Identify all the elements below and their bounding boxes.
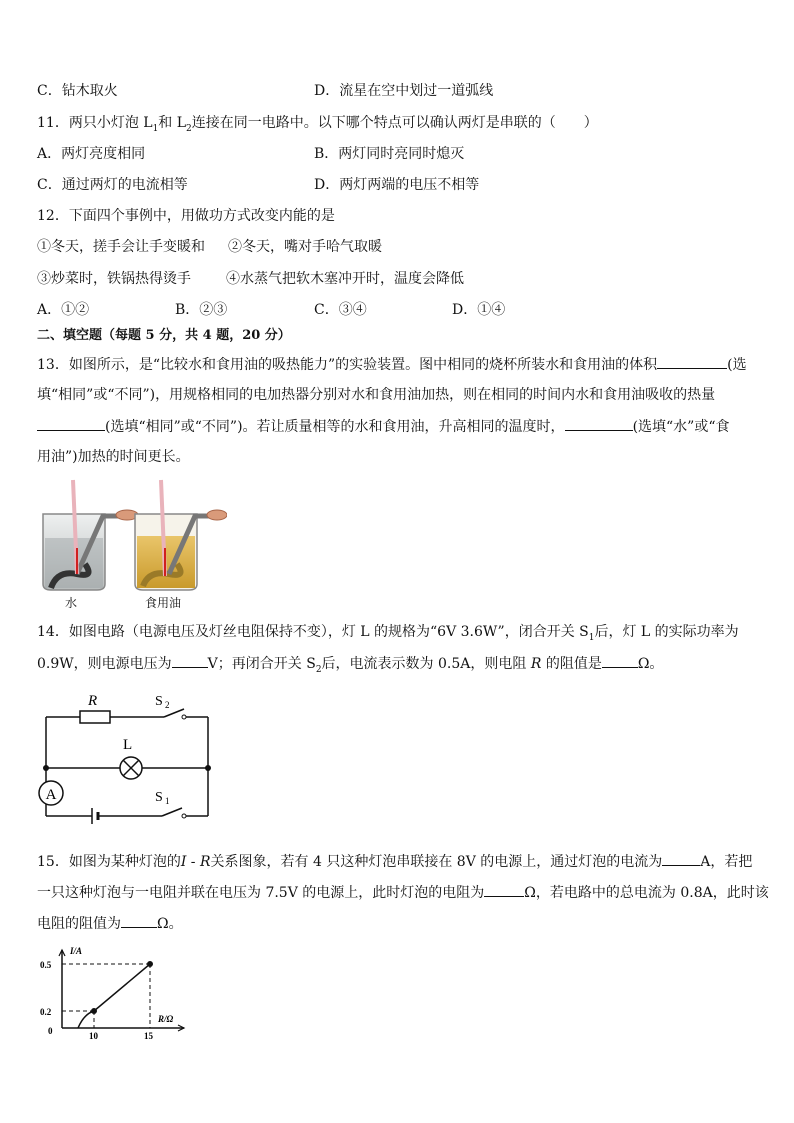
q12-item-2: ②冬天，嘴对手哈气取暖 <box>228 239 382 255</box>
tick-origin: 0 <box>48 1026 53 1036</box>
section-title: 二、填空题（每题 5 分，共 4 题，20 分） <box>37 328 291 343</box>
svg-text:2: 2 <box>165 700 170 710</box>
q13-blank-2[interactable] <box>37 416 105 431</box>
label-a: A <box>45 787 57 803</box>
q12-item-3: ③炒菜时，铁锅热得烫手 <box>37 271 191 287</box>
q12-option-c: C．③④ <box>314 302 367 318</box>
caption-water: 水 <box>65 596 78 610</box>
q13-line-3: (选填“相同”或“不同”)。若让质量相等的水和食用油，升高相同的温度时， (选填“水”或“食 <box>37 416 730 437</box>
resistor-r <box>80 711 110 723</box>
q13-blank-1[interactable] <box>657 354 727 369</box>
q13-line-1: 13．如图所示，是“比较水和食用油的吸热能力”的实验装置。图中相同的烧杯所装水和食用油的体积 (选 <box>37 354 747 375</box>
q11-option-d: D．两灯两端的电压不相等 <box>314 177 480 193</box>
q11-option-b: B．两灯同时亮同时熄灭 <box>314 146 465 162</box>
q10-option-c: C．钻木取火 <box>37 83 118 99</box>
q12-option-d: D．①④ <box>452 302 506 318</box>
point-15-0.5 <box>147 961 153 967</box>
tick-x-15: 15 <box>144 1031 153 1041</box>
svg-text:1: 1 <box>165 796 170 806</box>
ir-line <box>94 964 150 1011</box>
label-s1: S <box>155 790 163 805</box>
q13-blank-3[interactable] <box>565 416 633 431</box>
switch-s1 <box>162 808 182 816</box>
q14-blank-1[interactable] <box>172 653 208 668</box>
water-beaker <box>43 480 138 590</box>
q15-line-3: 电阻的阻值为 Ω。 <box>37 913 183 934</box>
ir-curve-low <box>78 1011 94 1028</box>
graph-y-label: I/A <box>70 946 83 956</box>
q10-option-d: D．流星在空中划过一道弧线 <box>314 83 494 99</box>
caption-oil: 食用油 <box>145 596 182 610</box>
label-s2: S <box>155 694 163 709</box>
graph-x-label: R/Ω <box>158 1014 174 1024</box>
q11-option-c: C．通过两灯的电流相等 <box>37 177 188 193</box>
q12-item-4: ④水蒸气把软木塞冲开时，温度会降低 <box>226 271 464 287</box>
circuit-diagram <box>34 686 224 831</box>
q12-option-b: B．②③ <box>175 302 228 318</box>
tick-y-0.5: 0.5 <box>40 960 52 970</box>
q11-option-a: A．两灯亮度相同 <box>37 146 146 162</box>
q13-line-2: 填“相同”或“不同”)，用规格相同的电加热器分别对水和食用油加热，则在相同的时间内水和食用油吸收的热量 <box>37 387 716 403</box>
q12-option-a: A．①② <box>37 302 90 318</box>
q12-item-1: ①冬天，搓手会让手变暖和 <box>37 239 205 255</box>
q15-blank-3[interactable] <box>121 913 157 928</box>
q15-blank-1[interactable] <box>662 851 700 866</box>
q14-line-1: 14．如图电路（电源电压及灯丝电阻保持不变），灯 L 的规格为“6V 3.6W”，闭合开关 $S_1$后，灯 L 的实际功率为 <box>37 624 739 643</box>
label-l: L <box>123 737 133 753</box>
label-r: R <box>88 693 98 709</box>
beaker-photo <box>37 478 227 598</box>
q11-stem: 11．两只小灯泡 $L_1$和 $L_2$连接在同一电路中。以下哪个特点可以确认两灯是串联的（ ） <box>37 115 598 134</box>
switch-s2 <box>164 709 184 717</box>
oil-beaker <box>135 480 227 590</box>
tick-y-0.2: 0.2 <box>40 1007 52 1017</box>
q15-blank-2[interactable] <box>484 882 524 897</box>
q12-stem: 12．下面四个事例中，用做功方式改变内能的是 <box>37 208 335 224</box>
q14-blank-2[interactable] <box>602 653 638 668</box>
q13-line-4: 用油”)加热的时间更长。 <box>37 449 190 465</box>
ir-graph <box>36 942 186 1042</box>
tick-x-10: 10 <box>89 1031 98 1041</box>
point-10-0.2 <box>91 1008 97 1014</box>
q14-line-2: 0.9W，则电源电压为 V；再闭合开关 $S_2$后，电流表示数为 0.5A，则电阻 R 的阻值是 Ω。 <box>37 653 663 680</box>
q15-line-1: 15．如图为某种灯泡的I - R关系图象，若有 4 只这种灯泡串联接在 8V 的电源上，通过灯泡的电流为 A，若把 <box>37 851 752 872</box>
q15-line-2: 一只这种灯泡与一电阻并联在电压为 7.5V 的电源上，此时灯泡的电阻为 Ω，若电路中的总电流为 0.8A，此时该 <box>37 882 769 903</box>
